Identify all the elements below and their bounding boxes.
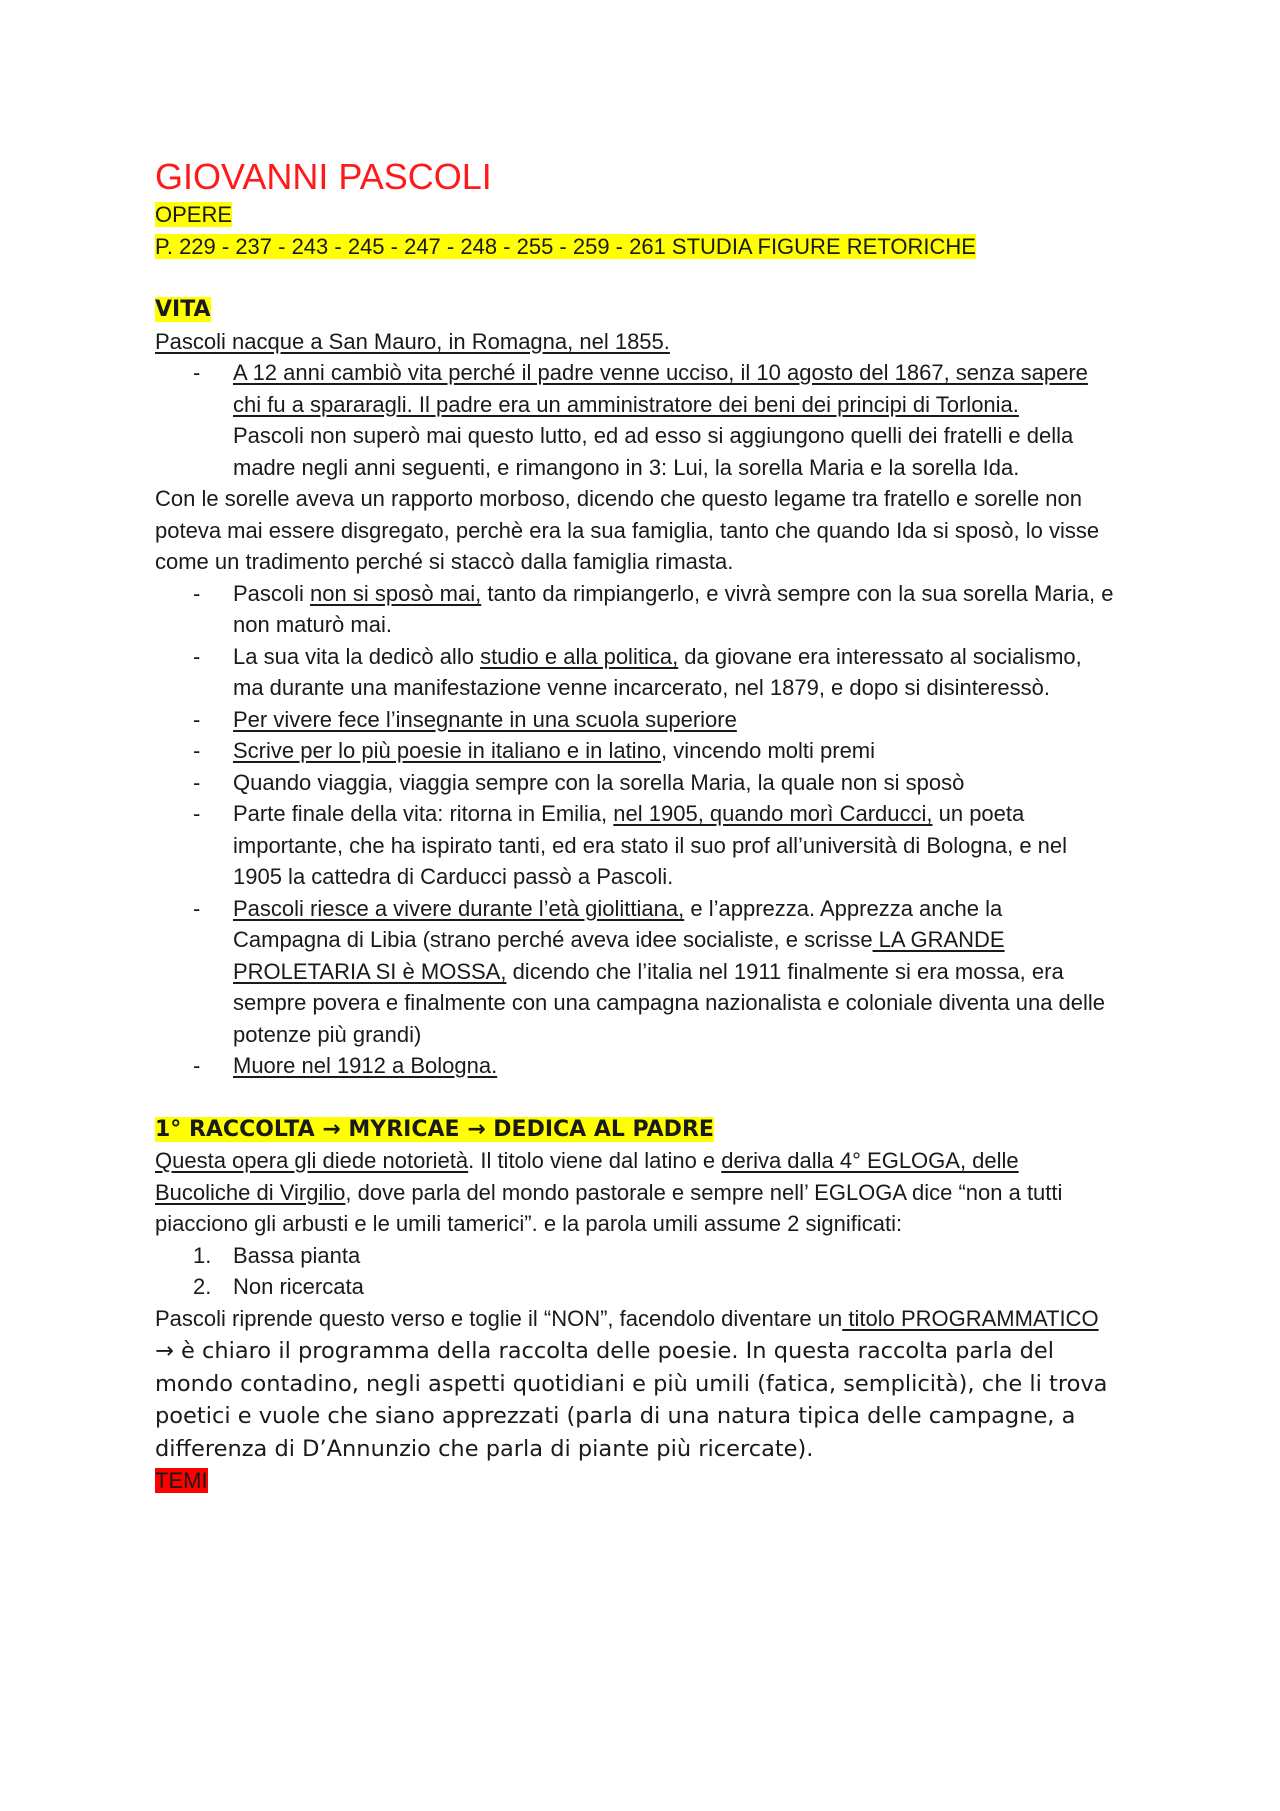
temi-line [155,1465,1115,1497]
item-text: tanto da rimpiangerlo, e vivrà sempre con la sua sorella Maria, e non maturò mai. [233,580,1114,637]
dash-marker: - [193,738,201,763]
item-underlined: studio e alla politica, [480,643,679,669]
number-marker: 2. [193,1274,212,1299]
myricae-text: , dove parla del mondo pastorale e sempre nell’ EGLOGA dice “non a tutti piacciono gli arbusti e le umili tamerici”. e la parola umili assume 2 significati: [155,1179,1063,1236]
opere-label-line [155,199,1115,231]
list-item [155,735,1115,767]
myricae-paragraph-1 [155,1145,1115,1240]
item-text: da giovane era interessato al socialismo, ma durante una manifestazione venne incarcerato, nel 1879, e dopo si disinteressò. [233,643,1082,700]
item-underlined: Pascoli riesce a vivere durante l’età giolittiana, [233,895,685,921]
myricae-heading: 1° RACCOLTA → MYRICAE → DEDICA AL PADRE [155,1116,714,1142]
spacer [155,262,1115,293]
list-item [155,798,1115,893]
myricae-paragraph-2 [155,1303,1115,1466]
temi-label: TEMI [155,1468,208,1493]
myricae-text: . Il titolo viene dal latino e [468,1148,722,1173]
list-item [155,1271,1115,1303]
item-text: La sua vita la dedicò allo [233,643,481,669]
vita-paragraph: Con le sorelle aveva un rapporto morboso, dicendo che questo legame tra fratello e sorelle non poteva mai essere disgregato, perchè era la sua famiglia, tanto che quando Ida si sposò, lo visse come un tradimento perché si staccò dalla famiglia rimasta. [155,486,1100,574]
myricae-underlined-3: titolo PROGRAMMATICO [842,1305,1099,1331]
item-text: Pascoli [233,580,311,606]
dash-marker: - [193,580,201,606]
dash-marker: - [193,706,201,732]
myricae-heading-line [155,1113,1115,1146]
item-text: Non ricercata [233,1274,364,1299]
spacer [155,1082,1115,1113]
item-underlined: non si sposò mai, [310,580,482,606]
item-underlined: Muore nel 1912 a Bologna. [233,1053,498,1078]
dash-marker: - [193,895,201,921]
item-text: dicendo che l’italia nel 1911 finalmente si era mossa, era sempre povera e finalmente con una campagna nazionalista e coloniale diventa una delle potenze più grandi) [233,958,1106,1047]
list-item [155,767,1115,799]
item-text: Parte finale della vita: ritorna in Emilia, [233,801,614,826]
opere-pages: P. 229 - 237 - 243 - 245 - 247 - 248 - 255 - 259 - 261 STUDIA FIGURE RETORICHE [155,233,976,259]
vita-item1-rest: Pascoli non superò mai questo lutto, ed ad esso si aggiungono quelli dei fratelli e della madre negli anni seguenti, e rimangono in 3: Lui, la sorella Maria e la sorella Ida. [233,423,1074,480]
document-title: GIOVANNI PASCOLI [155,156,492,197]
myricae-text: Pascoli riprende questo verso e toglie il “NON”, facendolo diventare un [155,1305,843,1331]
dash-marker: - [193,643,201,669]
vita-list-1 [155,357,1115,483]
vita-heading: VITA [155,297,211,322]
item-text: , vincendo molti premi [661,738,876,763]
myricae-underlined-2: deriva dalla 4° EGLOGA, delle Bucoliche di Virgilio [155,1148,1019,1205]
item-text: Quando viaggia, viaggia sempre con la sorella Maria, la quale non si sposò [233,769,965,795]
document-page [155,0,1115,1497]
item-text: e l’apprezza. Apprezza anche la Campagna di Libia (strano perché aveva idee socialiste, e scrisse [233,895,1003,952]
dash-marker: - [193,801,201,826]
list-item [155,893,1115,1051]
number-marker: 1. [193,1242,212,1268]
vita-list-2 [155,578,1115,1082]
list-item [155,357,1115,483]
vita-intro-text: Pascoli nacque a San Mauro, in Romagna, nel 1855. [155,328,670,354]
list-item [155,1050,1115,1082]
vita-intro [155,326,1115,358]
list-item [155,704,1115,736]
item-underlined: Per vivere fece l’insegnante in una scuola superiore [233,706,737,732]
myricae-underlined-1: Questa opera gli diede notorietà [155,1148,469,1173]
item-text: Bassa pianta [233,1242,361,1268]
item-underlined: nel 1905, quando morì Carducci, [613,801,933,826]
opere-label: OPERE [155,202,233,227]
item-underlined: Scrive per lo più poesie in italiano e in latino [233,738,662,763]
opere-pages-line [155,231,1115,263]
vita-item1-underlined: A 12 anni cambiò vita perché il padre venne ucciso, il 10 agosto del 1867, senza sapere chi fu a spararagli. Il padre era un amministratore dei beni dei principi di Torlonia. [233,360,1088,417]
dash-marker: - [193,769,201,795]
meaning-list [155,1240,1115,1303]
dash-marker: - [193,360,201,385]
list-item [155,1240,1115,1272]
vita-heading-line [155,293,1115,326]
dash-marker: - [193,1053,201,1078]
item-underlined: LA GRANDE PROLETARIA SI è MOSSA, [233,927,1005,984]
item-text: un poeta importante, che ha ispirato tanti, ed era stato il suo prof all’università di Bologna, e nel 1905 la cattedra di Carducci passò a Pascoli. [233,801,1068,889]
myricae-text: → è chiaro il programma della raccolta delle poesie. In questa raccolta parla del mondo contadino, negli aspetti quotidiani e più umili (fatica, semplicità), che li trova poetici e vuole che siano apprezzati (parla di una natura tipica delle campagne, a differenza di D’Annunzio che parla di piante più ricercate). [155,1338,1108,1462]
list-item [155,641,1115,704]
list-item [155,578,1115,641]
